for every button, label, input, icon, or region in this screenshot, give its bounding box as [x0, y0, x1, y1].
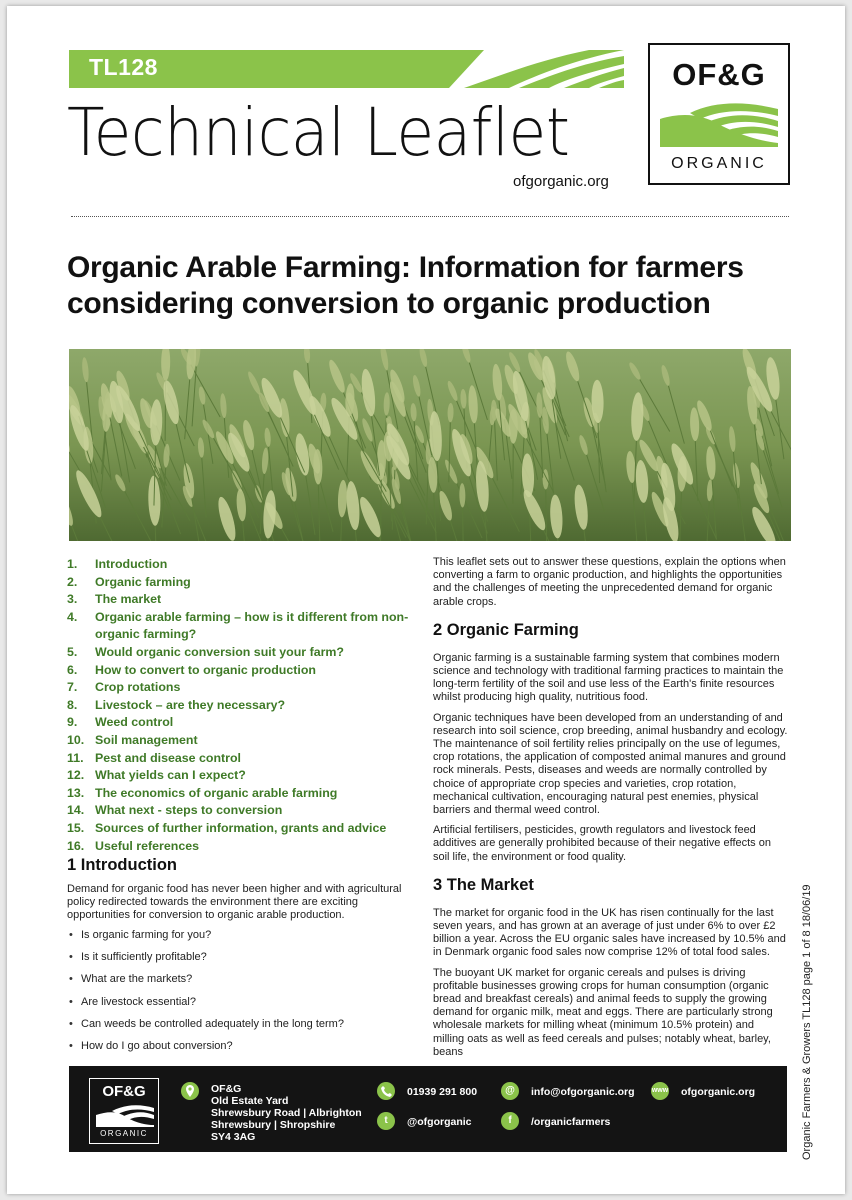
- toc-item-number: 10.: [67, 732, 85, 747]
- toc-item-number: 7.: [67, 680, 78, 695]
- lead-paragraph: This leaflet sets out to answer these questions, explain the options when converting a farm to organic production, and highlights the opportunities and the challenges of meeting the unprecedented demand for organic arable crops.: [433, 556, 786, 608]
- toc-item-number: 11.: [67, 750, 84, 765]
- toc-item-number: 8.: [67, 697, 78, 712]
- footer-address-line-4: SY4 3AG: [211, 1131, 256, 1143]
- toc-item[interactable]: [67, 838, 412, 856]
- toc-item-number: 15.: [67, 820, 85, 835]
- toc-item-label: Soil management: [95, 732, 198, 747]
- organic-farming-paragraph-1: Organic farming is a sustainable farming system that combines modern science and technology with traditional farming practices to maintain the long-term fertility of the soil and use less of the Earth's finite resources whilst producing high quality, nutritious food.: [433, 651, 784, 704]
- toc-item[interactable]: [67, 591, 412, 609]
- facebook-icon: f: [501, 1112, 519, 1130]
- page-footer-vertical-text: Organic Farmers & Growers TL128 page 1 of 8 18/06/19: [801, 884, 813, 1160]
- list-item: • Is it sufficiently profitable?: [67, 951, 415, 964]
- twitter-icon: t: [377, 1112, 395, 1130]
- toc-item-label: Useful references: [95, 838, 199, 853]
- footer-phone[interactable]: 01939 291 800: [407, 1086, 478, 1098]
- toc-item-label: Crop rotations: [95, 680, 181, 695]
- organic-farming-paragraph-3: Artificial fertilisers, pesticides, growth regulators and livestock feed additives are generally prohibited because of their negative effects on soil life, the environment or food quality.: [433, 824, 771, 863]
- header-url-link[interactable]: ofgorganic.org: [513, 173, 609, 190]
- toc-item-number: 2.: [67, 574, 78, 589]
- toc-item-label: Pest and disease control: [95, 750, 241, 765]
- leaflet-type-title: Technical Leaflet: [67, 94, 570, 171]
- intro-questions-list: [67, 929, 415, 1062]
- footer-logo-fields-icon: [96, 1103, 154, 1127]
- toc-item-label: What yields can I expect?: [95, 768, 246, 783]
- footer-logo-wordmark: OF&G: [102, 1083, 146, 1100]
- leaflet-code: TL128: [89, 54, 158, 80]
- toc-item[interactable]: [67, 662, 412, 680]
- toc-item-label: Sources of further information, grants and advice: [95, 820, 387, 835]
- footer-facebook-link[interactable]: /organicfarmers: [531, 1116, 611, 1128]
- leaflet-page: [7, 6, 845, 1194]
- organic-farming-paragraph-2: Organic techniques have been developed from an understanding of and research into soil science, crop breeding, animal husbandry and ecology. The maintenance of soil fertility relies principally on the use of legumes, crop rotations, the application of composted animal manures and ground rock minerals. Pests, diseases and weeds are normally controlled by choice of appropriate crop species and varieties, crop rotation, mechanical cultivation, encouraging natural pest enemies, physical barriers and thermal weed control.: [433, 711, 788, 817]
- toc-item-number: 12.: [67, 768, 85, 783]
- footer-address: [211, 1083, 362, 1143]
- toc-item-label: What next - steps to conversion: [95, 803, 283, 818]
- toc-item[interactable]: [67, 785, 412, 803]
- intro-paragraph: Demand for organic food has never been higher and with agricultural policy redirected towards the environment there are exciting opportunities for conversion to organic arable production.: [67, 883, 402, 922]
- toc-item[interactable]: [67, 820, 412, 838]
- list-item: • Is organic farming for you?: [67, 929, 415, 942]
- toc-item-label: How to convert to organic production: [95, 662, 316, 677]
- header-divider: [71, 216, 789, 217]
- toc-item[interactable]: [67, 714, 412, 732]
- toc-item-number: 4.: [67, 609, 78, 624]
- list-item: • Are livestock essential?: [67, 996, 415, 1009]
- footer-logo: [89, 1078, 159, 1144]
- toc-item[interactable]: [67, 556, 412, 574]
- toc-item-number: 9.: [67, 715, 78, 730]
- toc-item-label: The economics of organic arable farming: [95, 785, 338, 800]
- toc-item-number: 16.: [67, 838, 85, 853]
- toc-item-label: The market: [95, 592, 162, 607]
- logo-fields-icon: [660, 99, 778, 147]
- toc-item-label: Would organic conversion suit your farm?: [95, 644, 344, 659]
- right-column: [433, 556, 788, 1066]
- toc-item-label: Weed control: [95, 715, 174, 730]
- footer-logo-subtitle: ORGANIC: [100, 1129, 148, 1138]
- footer-address-line-2: Shrewsbury Road | Albrighton: [211, 1107, 362, 1119]
- section-heading-market: 3 The Market: [433, 875, 534, 894]
- toc-item-number: 14.: [67, 803, 85, 818]
- footer-twitter-link[interactable]: @ofgorganic: [407, 1116, 472, 1128]
- ofg-logo: [648, 43, 790, 185]
- table-of-contents: [67, 556, 412, 855]
- web-icon: www: [651, 1082, 669, 1100]
- toc-item-label: Organic arable farming – how is it different from non-organic farming?: [95, 609, 409, 642]
- toc-item-label: Livestock – are they necessary?: [95, 697, 286, 712]
- list-item: • Can weeds be controlled adequately in the long term?: [67, 1018, 415, 1031]
- logo-wordmark: OF&G: [672, 57, 766, 92]
- toc-item[interactable]: [67, 697, 412, 715]
- phone-icon: [377, 1082, 395, 1100]
- toc-item-number: 6.: [67, 662, 78, 677]
- footer-address-line-3: Shrewsbury | Shropshire: [211, 1119, 336, 1131]
- toc-item[interactable]: [67, 732, 412, 750]
- wheat-field-photo: [69, 349, 791, 541]
- logo-subtitle: ORGANIC: [671, 155, 767, 172]
- footer-email-link[interactable]: info@ofgorganic.org: [531, 1086, 635, 1098]
- contact-footer: [69, 1066, 787, 1152]
- toc-item-number: 5.: [67, 644, 78, 659]
- section-heading-introduction: 1 Introduction: [67, 856, 177, 874]
- toc-item[interactable]: [67, 679, 412, 697]
- toc-item-label: Introduction: [95, 557, 168, 571]
- footer-org-name: OF&G: [211, 1083, 242, 1095]
- toc-item[interactable]: [67, 609, 412, 644]
- toc-item-label: Organic farming: [95, 574, 191, 589]
- toc-item[interactable]: [67, 574, 412, 592]
- toc-item[interactable]: [67, 644, 412, 662]
- toc-item[interactable]: [67, 767, 412, 785]
- toc-item-number: 3.: [67, 592, 78, 607]
- toc-item[interactable]: [67, 750, 412, 768]
- toc-item-number: 13.: [67, 785, 85, 800]
- market-paragraph-2: The buoyant UK market for organic cereals and pulses is driving profitable businesses growing crops for human consumption (organic bread and breakfast cereals) and animal feeds to supply the growing demand for organic milk, meat and eggs. There are particularly strong wholesale markets for milling wheat (minimum 10.5% protein) and milling oats as well as feed cereals and pulses; notably wheat, barley, beans: [433, 966, 773, 1058]
- email-icon: @: [501, 1082, 519, 1100]
- location-pin-icon: [181, 1082, 199, 1100]
- toc-item-number: 1.: [67, 557, 78, 571]
- footer-address-line-1: Old Estate Yard: [211, 1095, 289, 1107]
- market-paragraph-1: The market for organic food in the UK has risen continually for the last seven years, and has grown at an average of just under 6% to over £2 billion a year. Across the EU organic sales have increased by 10.5% and in Denmark organic food sales now comprise 12% of total food sales.: [433, 906, 786, 959]
- page-title: Organic Arable Farming: Information for farmers considering conversion to organic production: [67, 251, 744, 320]
- list-item: • How do I go about conversion?: [67, 1040, 415, 1053]
- list-item: • What are the markets?: [67, 973, 415, 986]
- section-heading-organic-farming: 2 Organic Farming: [433, 620, 579, 639]
- footer-website-link[interactable]: ofgorganic.org: [681, 1086, 756, 1098]
- toc-item[interactable]: [67, 802, 412, 820]
